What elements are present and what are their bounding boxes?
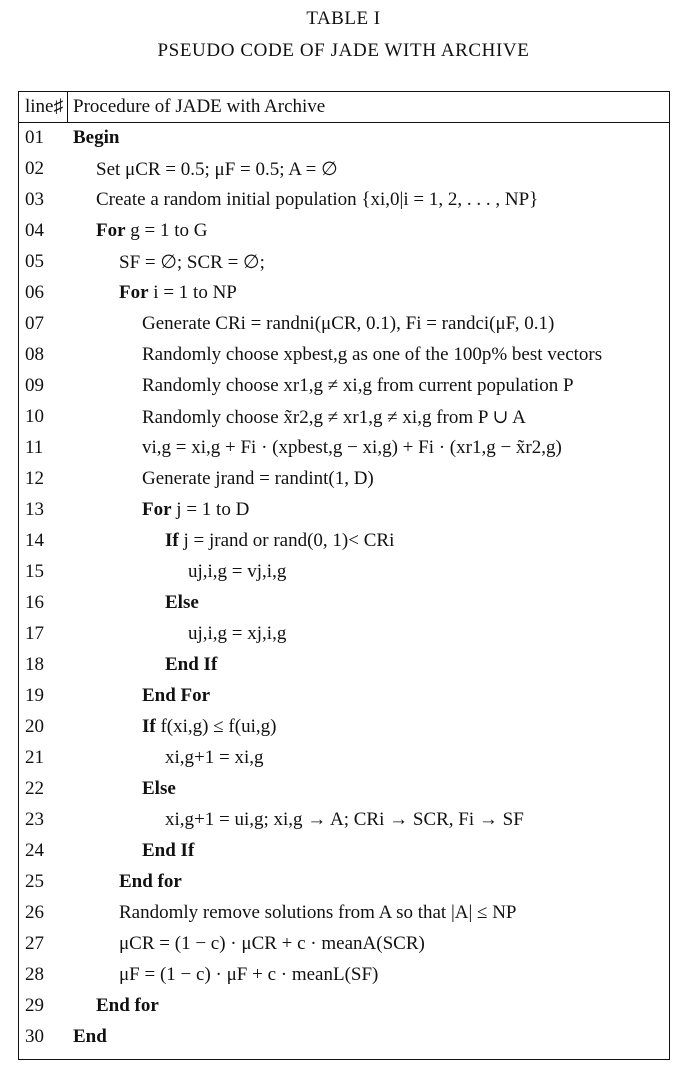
statement: f(xi,g) ≤ f(ui,g) bbox=[160, 716, 277, 737]
table-row bbox=[19, 125, 669, 156]
keyword: For bbox=[96, 220, 126, 241]
line-number: 06 bbox=[25, 282, 44, 303]
statement: SF = ∅; SCR = ∅; bbox=[119, 252, 265, 273]
table-row bbox=[19, 621, 669, 652]
keyword: Begin bbox=[73, 127, 120, 148]
table-row bbox=[19, 373, 669, 404]
code-line bbox=[96, 189, 538, 211]
code-line bbox=[165, 809, 524, 831]
table-row bbox=[19, 838, 669, 869]
table-row bbox=[19, 218, 669, 249]
table-row bbox=[19, 869, 669, 900]
table-header bbox=[19, 92, 669, 123]
code-line bbox=[142, 778, 176, 800]
line-number: 18 bbox=[25, 654, 44, 675]
code-line bbox=[73, 127, 119, 149]
statement: Generate jrand = randint(1, D) bbox=[142, 468, 374, 489]
keyword: End for bbox=[96, 995, 159, 1016]
line-number: 19 bbox=[25, 685, 44, 706]
table-row bbox=[19, 683, 669, 714]
code-line bbox=[142, 468, 374, 490]
keyword: End bbox=[73, 1026, 107, 1047]
code-line bbox=[142, 406, 526, 429]
line-number: 08 bbox=[25, 344, 44, 365]
code-line bbox=[142, 344, 602, 366]
line-number: 10 bbox=[25, 406, 44, 427]
table-row bbox=[19, 652, 669, 683]
table-row bbox=[19, 993, 669, 1024]
statement: j = jrand or rand(0, 1)< CRi bbox=[183, 530, 395, 551]
code-line bbox=[119, 964, 378, 986]
table-title: TABLE I bbox=[306, 8, 381, 29]
line-number: 21 bbox=[25, 747, 44, 768]
line-number: 05 bbox=[25, 251, 44, 272]
line-number: 30 bbox=[25, 1026, 44, 1047]
table-subtitle: PSEUDO CODE OF JADE WITH ARCHIVE bbox=[157, 40, 530, 61]
line-number: 25 bbox=[25, 871, 44, 892]
header-divider bbox=[67, 92, 68, 122]
line-number: 17 bbox=[25, 623, 44, 644]
statement: Randomly remove solutions from A so that |A| ≤ NP bbox=[119, 902, 517, 923]
table-row bbox=[19, 156, 669, 187]
statement: Generate CRi = randni(μCR, 0.1), Fi = randci(μF, 0.1) bbox=[142, 313, 555, 334]
table-row bbox=[19, 497, 669, 528]
table-row bbox=[19, 931, 669, 962]
code-line bbox=[96, 220, 208, 242]
code-line bbox=[142, 375, 574, 397]
line-number: 20 bbox=[25, 716, 44, 737]
table-row bbox=[19, 559, 669, 590]
line-number: 23 bbox=[25, 809, 44, 830]
table-row bbox=[19, 528, 669, 559]
code-line bbox=[119, 282, 237, 304]
statement: i = 1 to NP bbox=[153, 282, 237, 303]
line-number: 01 bbox=[25, 127, 44, 148]
line-number: 27 bbox=[25, 933, 44, 954]
line-number: 13 bbox=[25, 499, 44, 520]
line-number: 26 bbox=[25, 902, 44, 923]
code-line bbox=[96, 995, 159, 1017]
table-row bbox=[19, 745, 669, 776]
line-number: 28 bbox=[25, 964, 44, 985]
statement: Create a random initial population {xi,0|i = 1, 2, . . . , NP} bbox=[96, 189, 539, 210]
keyword: End For bbox=[142, 685, 211, 706]
header-procedure: Procedure of JADE with Archive bbox=[73, 96, 326, 117]
keyword: For bbox=[119, 282, 149, 303]
line-number: 12 bbox=[25, 468, 44, 489]
statement: Randomly choose xpbest,g as one of the 100p% best vectors bbox=[142, 344, 603, 365]
statement: j = 1 to D bbox=[176, 499, 250, 520]
line-number: 02 bbox=[25, 158, 44, 179]
table-row bbox=[19, 187, 669, 218]
code-line bbox=[165, 654, 217, 676]
line-number: 29 bbox=[25, 995, 44, 1016]
line-number: 14 bbox=[25, 530, 44, 551]
table-row bbox=[19, 404, 669, 435]
code-line bbox=[119, 933, 425, 955]
code-line bbox=[142, 313, 554, 335]
table-row bbox=[19, 1024, 669, 1055]
keyword: For bbox=[142, 499, 172, 520]
header-line-number: line♯ bbox=[25, 96, 63, 117]
code-line bbox=[73, 1026, 107, 1048]
keyword: End If bbox=[165, 654, 218, 675]
statement: uj,i,g = xj,i,g bbox=[188, 623, 287, 644]
table-row bbox=[19, 962, 669, 993]
statement: μF = (1 − c) · μF + c · meanL(SF) bbox=[119, 964, 379, 985]
pseudo-code-table bbox=[18, 91, 670, 1060]
line-number: 16 bbox=[25, 592, 44, 613]
code-line bbox=[119, 251, 265, 274]
code-line bbox=[119, 902, 517, 924]
table-row bbox=[19, 466, 669, 497]
code-line bbox=[165, 530, 394, 552]
table-row bbox=[19, 714, 669, 745]
line-number: 15 bbox=[25, 561, 44, 582]
statement: uj,i,g = vj,i,g bbox=[188, 561, 287, 582]
keyword: If bbox=[165, 530, 179, 551]
line-number: 24 bbox=[25, 840, 44, 861]
table-row bbox=[19, 900, 669, 931]
keyword: Else bbox=[165, 592, 199, 613]
line-number: 11 bbox=[25, 437, 44, 458]
statement: Randomly choose xr1,g ≠ xi,g from current population P bbox=[142, 375, 574, 396]
code-line bbox=[165, 592, 199, 614]
code-line bbox=[142, 685, 210, 707]
line-number: 04 bbox=[25, 220, 44, 241]
statement: xi,g+1 = xi,g bbox=[165, 747, 264, 768]
code-line bbox=[165, 747, 264, 769]
table-row bbox=[19, 342, 669, 373]
table-row bbox=[19, 776, 669, 807]
table-row bbox=[19, 249, 669, 280]
keyword: Else bbox=[142, 778, 176, 799]
line-number: 22 bbox=[25, 778, 44, 799]
code-line bbox=[96, 158, 338, 181]
code-line bbox=[142, 716, 276, 738]
keyword: End for bbox=[119, 871, 182, 892]
code-line bbox=[119, 871, 182, 893]
statement: g = 1 to G bbox=[130, 220, 208, 241]
statement: Randomly choose x̃r2,g ≠ xr1,g ≠ xi,g from P ∪ A bbox=[142, 407, 526, 428]
table-row bbox=[19, 590, 669, 621]
statement: μCR = (1 − c) · μCR + c · meanA(SCR) bbox=[119, 933, 425, 954]
table-row bbox=[19, 435, 669, 466]
statement: xi,g+1 = ui,g; xi,g → A; CRi → SCR, Fi → SF bbox=[165, 809, 524, 830]
statement: vi,g = xi,g + Fi · (xpbest,g − xi,g) + Fi · (xr1,g − x̃r2,g) bbox=[142, 437, 562, 458]
keyword: If bbox=[142, 716, 156, 737]
line-number: 07 bbox=[25, 313, 44, 334]
code-line bbox=[142, 840, 194, 862]
statement: Set μCR = 0.5; μF = 0.5; A = ∅ bbox=[96, 159, 338, 180]
table-row bbox=[19, 311, 669, 342]
keyword: End If bbox=[142, 840, 195, 861]
line-number: 03 bbox=[25, 189, 44, 210]
code-line bbox=[188, 623, 286, 645]
table-row bbox=[19, 280, 669, 311]
code-line bbox=[142, 437, 562, 459]
line-number: 09 bbox=[25, 375, 44, 396]
table-row bbox=[19, 807, 669, 838]
code-line bbox=[142, 499, 249, 521]
code-line bbox=[188, 561, 286, 583]
